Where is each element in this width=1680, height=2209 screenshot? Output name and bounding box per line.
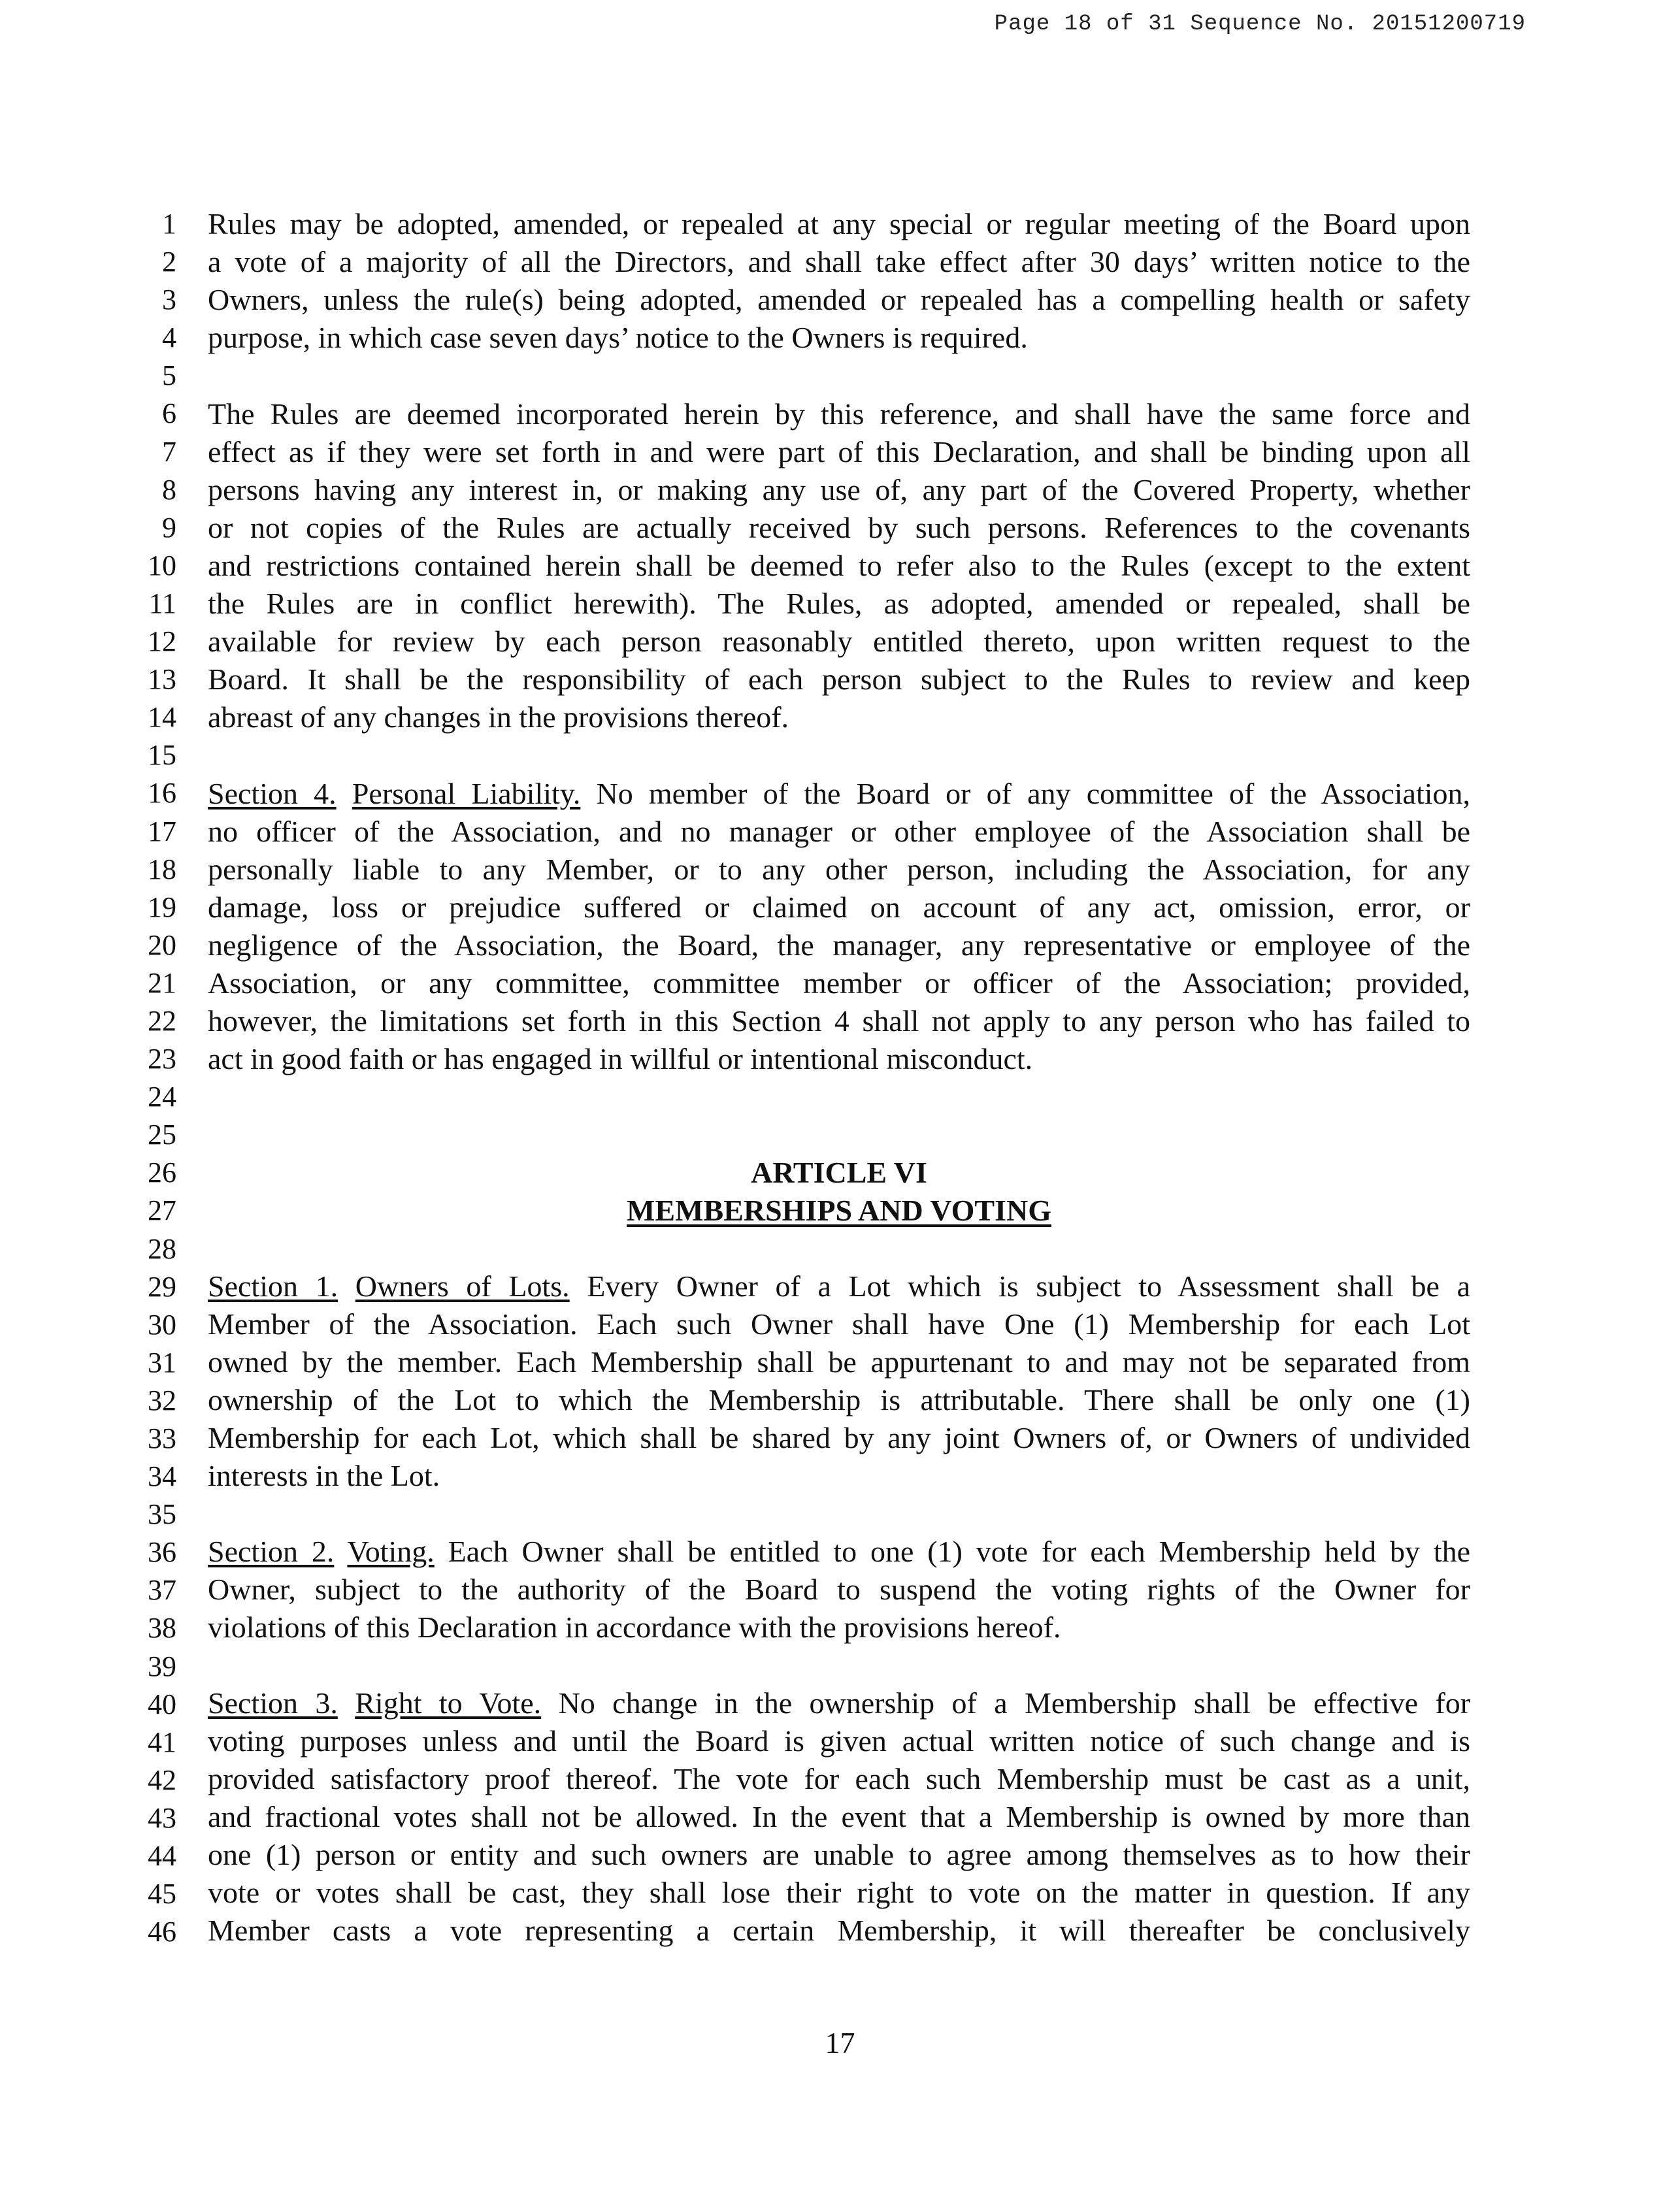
line-number: 7 [162,435,176,468]
section-3-line: Member casts a vote representing a certain Membership, it will thereafter be conclusively [208,1914,1470,1947]
line-number: 8 [162,473,176,506]
section-4-line: damage, loss or prejudice suffered or claimed on account of any act, omission, error, or [208,891,1470,924]
section-2-text: Each Owner shall be entitled to one (1) vote for each Membership held by the [448,1535,1471,1568]
line-number: 34 [148,1460,176,1493]
incorporation-paragraph-line: persons having any interest in, or making any use of, any part of the Covered Property, whether [208,473,1470,506]
rules-paragraph-line: a vote of a majority of all the Directors, and shall take effect after 30 days’ written notice to the [208,245,1470,278]
line-number: 17 [148,815,176,847]
line-number: 2 [162,246,176,278]
line-number: 14 [148,701,176,734]
section-1-line: Member of the Association. Each such Owner shall have One (1) Membership for each Lot [208,1307,1470,1341]
line-number: 38 [148,1612,176,1644]
section-3-line: voting purposes unless and until the Board is given actual written notice of such change and is [208,1724,1470,1758]
line-number: 13 [148,663,176,696]
incorporation-paragraph-line: abreast of any changes in the provisions thereof. [208,700,789,734]
section-1-line: interests in the Lot. [208,1459,440,1492]
line-number: 6 [162,397,176,430]
line-number: 1 [162,208,176,240]
line-number: 39 [148,1650,176,1682]
rules-paragraph-line: purpose, in which case seven days’ notice to the Owners is required. [208,321,1028,354]
line-number: 21 [148,966,176,999]
line-number: 11 [148,587,176,619]
incorporation-paragraph-line: effect as if they were set forth in and were part of this Declaration, and shall be binding upon all [208,435,1470,468]
line-number: 3 [162,284,176,316]
page-header: Page 18 of 31 Sequence No. 20151200719 [994,12,1526,37]
section-4-first-line [208,775,1470,813]
line-number: 22 [148,1004,176,1037]
page-number: 17 [825,2026,855,2059]
line-numbers [124,205,176,1951]
section-1-first-line [208,1268,1470,1305]
line-number: 35 [148,1498,176,1531]
section-4-line: personally liable to any Member, or to any other person, including the Association, for any [208,853,1470,886]
incorporation-paragraph-line: or not copies of the Rules are actually received by such persons. References to the covenants [208,511,1470,544]
section-2-label: Section 2. [208,1535,335,1568]
line-number: 33 [148,1422,176,1454]
line-number: 23 [148,1043,176,1075]
incorporation-paragraph-line: the Rules are in conflict herewith). The Rules, as adopted, amended or repealed, shall be [208,587,1470,620]
section-3-line: and fractional votes shall not be allowed. In the event that a Membership is owned by more than [208,1800,1470,1833]
rules-paragraph-line: Rules may be adopted, amended, or repealed at any special or regular meeting of the Board upon [208,207,1470,240]
section-3-label: Section 3. [208,1686,338,1720]
line-number: 4 [162,321,176,354]
section-4-line: no officer of the Association, and no manager or other employee of the Association shall be [208,815,1470,848]
line-number: 27 [148,1194,176,1227]
section-1-title: Owners of Lots. [355,1269,570,1303]
section-1-label: Section 1. [208,1269,338,1303]
line-number: 25 [148,1119,176,1151]
section-1-line: owned by the member. Each Membership shall be appurtenant to and may not be separated from [208,1345,1470,1379]
line-number: 16 [148,777,176,810]
line-number: 43 [148,1801,176,1834]
incorporation-paragraph-line: Board. It shall be the responsibility of each person subject to the Rules to review and keep [208,663,1470,696]
line-number: 24 [148,1081,176,1113]
line-number: 46 [148,1916,176,1948]
line-number: 30 [148,1308,176,1341]
line-number: 36 [148,1536,176,1569]
section-4-label: Section 4. [208,777,337,810]
section-1-line: ownership of the Lot to which the Membership is attributable. There shall be only one (1) [208,1383,1470,1416]
line-number: 26 [148,1156,176,1189]
section-4-title: Personal Liability. [352,777,581,810]
section-1-text: Every Owner of a Lot which is subject to Assessment shall be a [587,1269,1470,1303]
line-number: 12 [148,625,176,658]
line-number: 15 [148,739,176,772]
line-number: 41 [148,1726,176,1758]
line-number: 10 [148,549,176,581]
section-4-line: negligence of the Association, the Board, the manager, any representative or employee of the [208,928,1470,962]
section-2-first-line [208,1533,1470,1571]
line-number: 18 [148,853,176,885]
article-number: ARTICLE VI [751,1156,927,1189]
line-number: 9 [162,511,176,544]
line-number: 42 [148,1763,176,1796]
section-3-line: provided satisfactory proof thereof. The vote for each such Membership must be cast as a unit, [208,1762,1470,1795]
section-2-line: Owner, subject to the authority of the Board to suspend the voting rights of the Owner for [208,1573,1470,1606]
section-3-first-line [208,1684,1470,1722]
line-number: 45 [148,1878,176,1910]
section-4-line: Association, or any committee, committee member or officer of the Association; provided, [208,966,1470,1000]
section-3-line: one (1) person or entity and such owners are unable to agree among themselves as to how their [208,1838,1470,1871]
article-title: MEMBERSHIPS AND VOTING [627,1194,1051,1227]
incorporation-paragraph-line: and restrictions contained herein shall be deemed to refer also to the Rules (except to the extent [208,549,1470,582]
section-1-line: Membership for each Lot, which shall be shared by any joint Owners of, or Owners of undivided [208,1421,1470,1454]
line-number: 5 [162,359,176,392]
section-4-line: however, the limitations set forth in this Section 4 shall not apply to any person who has failed to [208,1004,1470,1038]
incorporation-paragraph-line: available for review by each person reasonably entitled thereto, upon written request to the [208,625,1470,658]
line-number: 40 [148,1688,176,1720]
section-3-text: No change in the ownership of a Membership shall be effective for [558,1686,1471,1720]
rules-paragraph-line: Owners, unless the rule(s) being adopted, amended or repealed has a compelling health or safety [208,283,1470,316]
line-number: 44 [148,1840,176,1873]
section-4-text: No member of the Board or of any committee of the Association, [596,777,1471,810]
line-number: 19 [148,891,176,923]
line-number: 20 [148,928,176,961]
line-number: 29 [148,1270,176,1303]
section-2-title: Voting. [347,1535,435,1568]
incorporation-paragraph-line: The Rules are deemed incorporated herein by this reference, and shall have the same force and [208,397,1470,431]
section-2-line: violations of this Declaration in accordance with the provisions hereof. [208,1611,1061,1644]
section-3-title: Right to Vote. [355,1686,542,1720]
line-number: 31 [148,1346,176,1379]
section-3-line: vote or votes shall be cast, they shall lose their right to vote on the matter in question. If any [208,1876,1470,1909]
section-4-line: act in good faith or has engaged in willful or intentional misconduct. [208,1042,1033,1075]
line-number: 28 [148,1232,176,1265]
line-number: 37 [148,1574,176,1607]
line-number: 32 [148,1384,176,1416]
